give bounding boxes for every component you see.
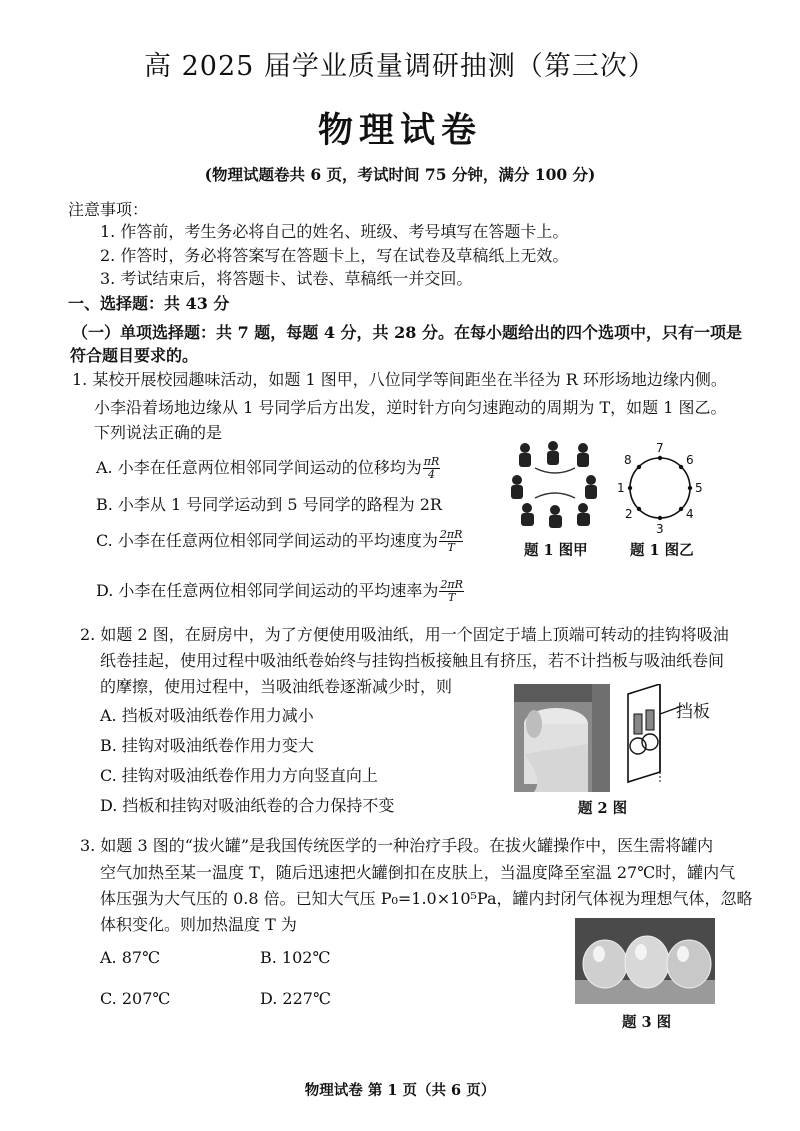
point-label-2: 2 [625,507,633,521]
figure-2-photo [514,684,610,792]
figure-3-caption: 题 3 图 [622,1014,672,1031]
exam-note: (物理试题卷共 6 页，考试时间 75 分钟，满分 100 分) [204,165,596,184]
figure-2-caption: 题 2 图 [578,800,628,817]
figure-1b-circle-diagram [612,436,712,536]
point-label-3: 3 [656,522,664,536]
q1-option-c: C. 小李在任意两位相邻同学间运动的平均速度为 $\frac{2\pi R}{T}$ [96,528,463,554]
q3-stem-line2: 空气加热至某一温度 T，随后迅速把火罐倒扣在皮肤上，当温度降至室温 27℃时，罐内气 [100,863,736,882]
exam-title: 高 2025 届学业质量调研抽测（第三次） [144,51,656,82]
q1-option-d-fraction: $\frac{2\pi R}{T}$ [440,578,463,604]
q1-option-d: D. 小李在任意两位相邻同学间运动的平均速率为 $\frac{2\pi R}{T}$ [96,578,463,604]
baffle-label: 挡板 [676,702,710,722]
figure-1a-students-image [505,438,605,530]
q1-stem-line2: 小李沿着场地边缘从 1 号同学后方出发，逆时针方向匀速跑动的周期为 T，如题 1 图乙。 [94,398,727,417]
figure-1a-caption: 题 1 图甲 [524,542,588,559]
q2-stem-line3: 的摩擦，使用过程中，当吸油纸卷逐渐减少时，则 [100,677,453,696]
notice-item-1: 1. 作答前，考生务必将自己的姓名、班级、考号填写在答题卡上。 [100,222,569,241]
q3-option-c: C. 207℃ [100,989,171,1008]
section-heading: 一、选择题：共 43 分 [68,294,230,313]
q3-stem-line3: 体压强为大气压的 0.8 倍。已知大气压 P₀=1.0×10⁵Pa，罐内封闭气体视为理想气体，忽略 [100,889,753,908]
notice-heading: 注意事项： [68,200,149,219]
q3-option-b: B. 102℃ [260,948,331,967]
q1-option-a-fraction: $\frac{\pi R}{4}$ [423,455,440,481]
q3-stem-line4: 体积变化。则加热温度 T 为 [100,915,297,934]
point-label-8: 8 [624,453,632,467]
point-label-7: 7 [656,441,664,455]
notice-item-2: 2. 作答时，务必将答案写在答题卡上，写在试卷及草稿纸上无效。 [100,246,569,265]
q3-stem-line1: 3. 如题 3 图的“拔火罐”是我国传统医学的一种治疗手段。在拔火罐操作中，医生需将罐内 [80,836,714,855]
figure-1b-caption: 题 1 图乙 [630,542,694,559]
point-label-6: 6 [686,453,694,467]
subject-title: 物理试卷 [317,110,482,151]
q2-stem-line1: 2. 如题 2 图，在厨房中，为了方便使用吸油纸，用一个固定于墙上顶端可转动的挂钩将吸油 [80,625,729,644]
q1-option-c-fraction: $\frac{2\pi R}{T}$ [439,528,463,554]
section-instruction-2: 符合题目要求的。 [70,346,199,365]
section-instruction-1: （一）单项选择题：共 7 题，每题 4 分，共 28 分。在每小题给出的四个选项中，只有一项是 [72,323,742,342]
q2-option-d: D. 挡板和挂钩对吸油纸卷的合力保持不变 [100,796,395,815]
q2-option-b: B. 挂钩对吸油纸卷作用力变大 [100,736,314,755]
q1-stem-line1: 1. 某校开展校园趣味活动，如题 1 图甲，八位同学等间距坐在半径为 R 环形场地边缘内侧。 [72,370,727,389]
q3-option-a: A. 87℃ [100,948,160,967]
notice-item-3: 3. 考试结束后，将答题卡、试卷、草稿纸一并交回。 [100,269,473,288]
students-group [511,441,597,528]
point-label-1: 1 [617,481,625,495]
figure-3-cupping-photo [575,918,715,1004]
point-label-5: 5 [695,481,703,495]
q2-stem-line2: 纸卷挂起，使用过程中吸油纸卷始终与挂钩挡板接触且有挤压，若不计挡板与吸油纸卷间 [100,651,725,670]
q3-option-d: D. 227℃ [260,989,331,1008]
page-footer: 物理试卷 第 1 页（共 6 页） [304,1082,496,1099]
q1-option-b: B. 小李从 1 号同学运动到 5 号同学的路程为 2R [96,495,442,514]
q1-stem-line3: 下列说法正确的是 [94,423,223,442]
q2-option-c: C. 挂钩对吸油纸卷作用力方向竖直向上 [100,766,378,785]
point-label-4: 4 [686,507,694,521]
q2-option-a: A. 挡板对吸油纸卷作用力减小 [100,706,314,725]
q1-option-a: A. 小李在任意两位相邻同学间运动的位移均为 $\frac{\pi R}{4}$ [96,455,440,481]
